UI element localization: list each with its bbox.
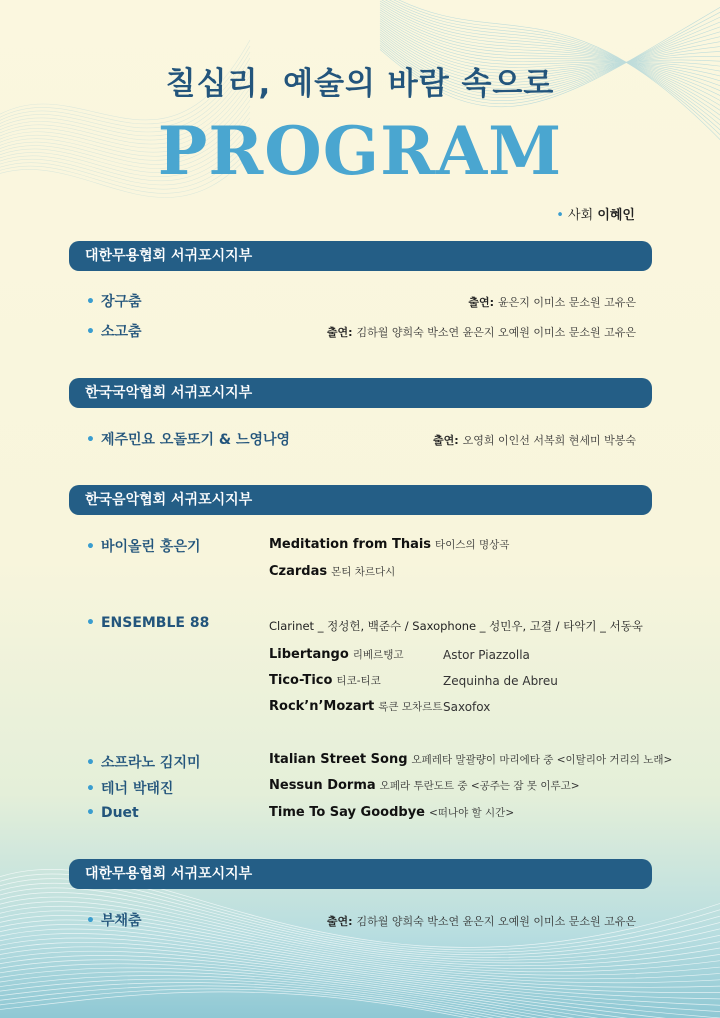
bullet-icon: • [86,539,95,555]
piece-title: Czardas 몬티 차르다시 [269,564,396,579]
wave-line [0,992,720,1018]
composer: Saxofox [443,700,491,714]
program-item-title: • 장구춤 [86,294,142,310]
wave-line [0,975,720,1018]
bullet-icon: • [86,615,95,631]
wave-line [0,964,720,1018]
performers: 출연: 김하월 양희숙 박소연 윤은지 오예원 이미소 문소원 고유은 [326,326,636,339]
performers: 출연: 오영희 이인선 서복희 현세미 박봉숙 [432,434,636,447]
bullet-icon: • [86,324,95,340]
bullet-icon: • [86,805,95,821]
wave-line [0,933,720,992]
wave-line [0,979,720,1018]
program-item-title: • 부채춤 [86,913,142,929]
section-header-gugak: 한국국악협회 서귀포시지부 [69,378,652,408]
bullet-icon: • [86,913,95,929]
bullet-icon: • [556,208,564,223]
program-item-title: • 바이올린 홍은기 [86,539,201,555]
performers: 출연: 김하월 양희숙 박소연 윤은지 오예원 이미소 문소원 고유은 [326,915,636,928]
wave-line [0,929,720,987]
program-item-title: • 소프라노 김지미 [86,755,201,771]
piece-title: Time To Say Goodbye <떠나야 할 시간> [269,805,515,820]
piece-title: Rock’n’Mozart 록큰 모차르트 [269,699,443,714]
section-header-dance-1: 대한무용협회 서귀포시지부 [69,241,652,271]
program-item-title: • 테너 박태진 [86,781,174,797]
wave-line [0,986,720,1018]
wave-line [0,951,720,1018]
wave-line [0,982,720,1018]
section-header-dance-2: 대한무용협회 서귀포시지부 [69,859,652,889]
wave-line [0,960,720,1018]
piece-title: Italian Street Song 오페레타 말괄량이 마리에타 중 <이탈리아 거리의 노래> [269,752,673,767]
piece-title: Libertango 리베르탱고 [269,647,404,662]
bullet-icon: • [86,432,95,448]
bullet-icon: • [86,781,95,797]
performers: 출연: 윤은지 이미소 문소원 고유은 [468,296,636,309]
program-item-title: • Duet [86,805,139,821]
wave-line [0,942,720,1005]
wave-line [0,947,720,1012]
program-item-title: • ENSEMBLE 88 [86,615,210,631]
section-header-music: 한국음악협회 서귀포시지부 [69,485,652,515]
host-label: 사회 [568,208,594,223]
wave-line [0,897,720,963]
page-title: PROGRAM [157,112,563,190]
wave-line [0,924,720,982]
piece-title: Nessun Dorma 오페라 투란도트 중 <공주는 잠 못 이루고> [269,778,580,793]
piece-title: Tico-Tico 티코-티코 [269,673,381,688]
composer: Astor Piazzolla [443,648,530,662]
program-item-title: • 제주민요 오돌또기 & 느영나영 [86,432,291,448]
wave-line [0,968,720,1018]
wave-line [0,938,720,999]
composer: Zequinha de Abreu [443,674,558,688]
host-line [556,204,635,223]
bullet-icon: • [86,755,95,771]
event-subtitle: 칠십리, 예술의 바람 속으로 [165,66,555,102]
wave-line [0,989,720,1018]
wave-line [0,972,720,1018]
host-name: 이혜인 [597,208,635,223]
program-item-title: • 소고춤 [86,324,142,340]
bullet-icon: • [86,294,95,310]
ensemble-members: Clarinet _ 정성헌, 백준수 / Saxophone _ 성민우, 고결 / 타악기 _ 서동욱 [269,619,643,633]
wave-line [0,955,720,1018]
piece-title: Meditation from Thais 타이스의 명상곡 [269,537,510,552]
